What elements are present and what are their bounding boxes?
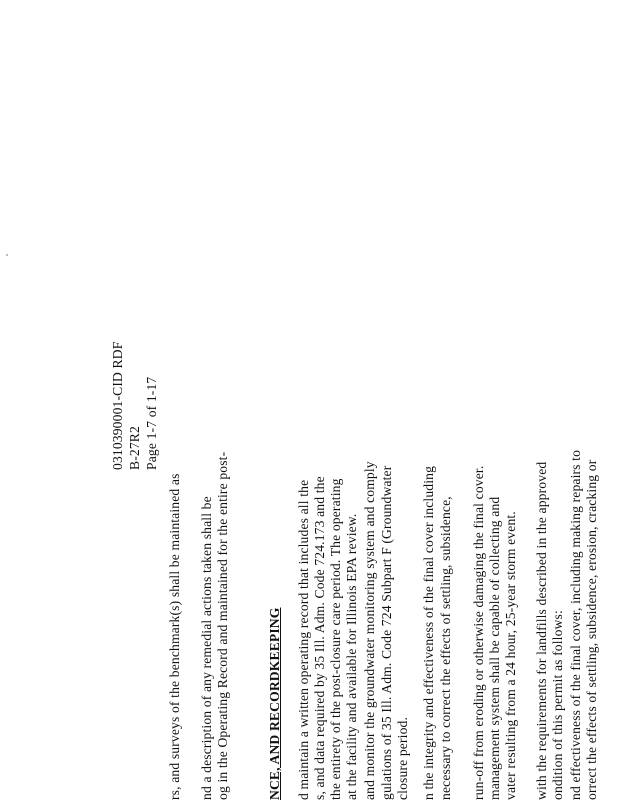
page-number: Page 1-7 of 1-17 [144,376,159,470]
text-line: with the requirements for landfills described in the approved [534,461,549,800]
text-line: ondition of this permit as follows: [550,610,565,800]
text-line: vater resulting from a 24 hour, 25-year storm event. [503,511,518,800]
text-line: run-off from eroding or otherwise damaging the final cover. [471,465,486,800]
text-line: d maintain a written operating record that includes all the [296,479,311,800]
text-line: og in the Operating Record and maintained for the entire post- [215,451,230,800]
text-line: the entirety of the post-closure care period. The operating [328,478,343,800]
text-line: nd a description of any remedial actions taken shall be [199,496,214,800]
text-line: nd effectiveness of the final cover, including making repairs to [568,449,583,800]
text-line: closure period. [395,716,410,800]
text-line: management system shall be capable of collecting and [487,496,502,800]
text-line: n the integrity and effectiveness of the final cover including [421,465,436,800]
scan-artifact [6,254,8,256]
text-line: and monitor the groundwater monitoring system and comply [362,461,377,800]
permit-number: B-27R2 [127,426,142,470]
text-line: necessary to correct the effects of settling, subsidence, [438,496,453,800]
text-line: gulations of 35 Ill. Adm. Code 724 Subpart F (Groundwater [379,465,394,800]
text-line: rs, and surveys of the benchmark(s) shall be maintained as [167,473,182,800]
text-line: s, and data required by 35 Ill. Adm. Code 724.173 and the [312,476,327,800]
text-line: orrect the effects of settling, subsidence, erosion, cracking or [584,459,599,800]
section-heading: NCE, AND RECORDKEEPING [267,607,282,800]
document-id: 0310390001-CID RDF [110,341,125,470]
text-line: at the facility and available for Illinois EPA review. [344,513,359,800]
